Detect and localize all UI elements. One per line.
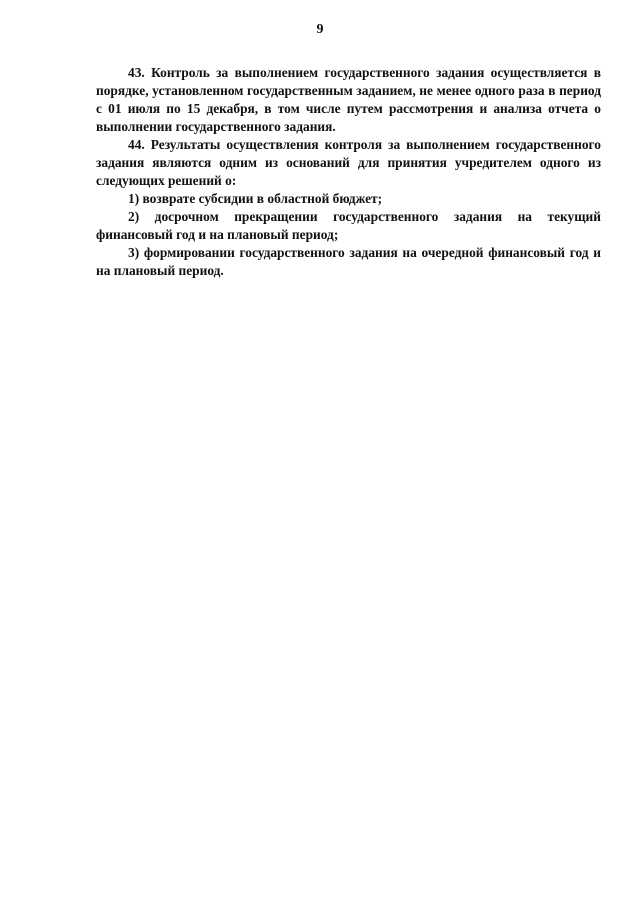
list-item-3: 3) формировании государственного задания на очередной финансовый год и на плановый период. (96, 245, 601, 278)
paragraph-43: 43. Контроль за выполнением государственного задания осуществляется в порядке, установленном государственным заданием, не менее одного раза в период с 01 июля по 15 декабря, в том числе путем рассмотрения и анализа отчета о выполнении государственного задания. (96, 65, 601, 134)
paragraph-44: 44. Результаты осуществления контроля за выполнением государственного задания являются одним из оснований для принятия учредителем одного из следующих решений о: (96, 137, 601, 188)
list-item-1: 1) возврате субсидии в областной бюджет; (128, 191, 383, 206)
document-body (96, 64, 601, 280)
list-item-2: 2) досрочном прекращении государственного задания на текущий финансовый год и на плановый период; (96, 209, 601, 242)
page-number: 9 (316, 22, 324, 37)
